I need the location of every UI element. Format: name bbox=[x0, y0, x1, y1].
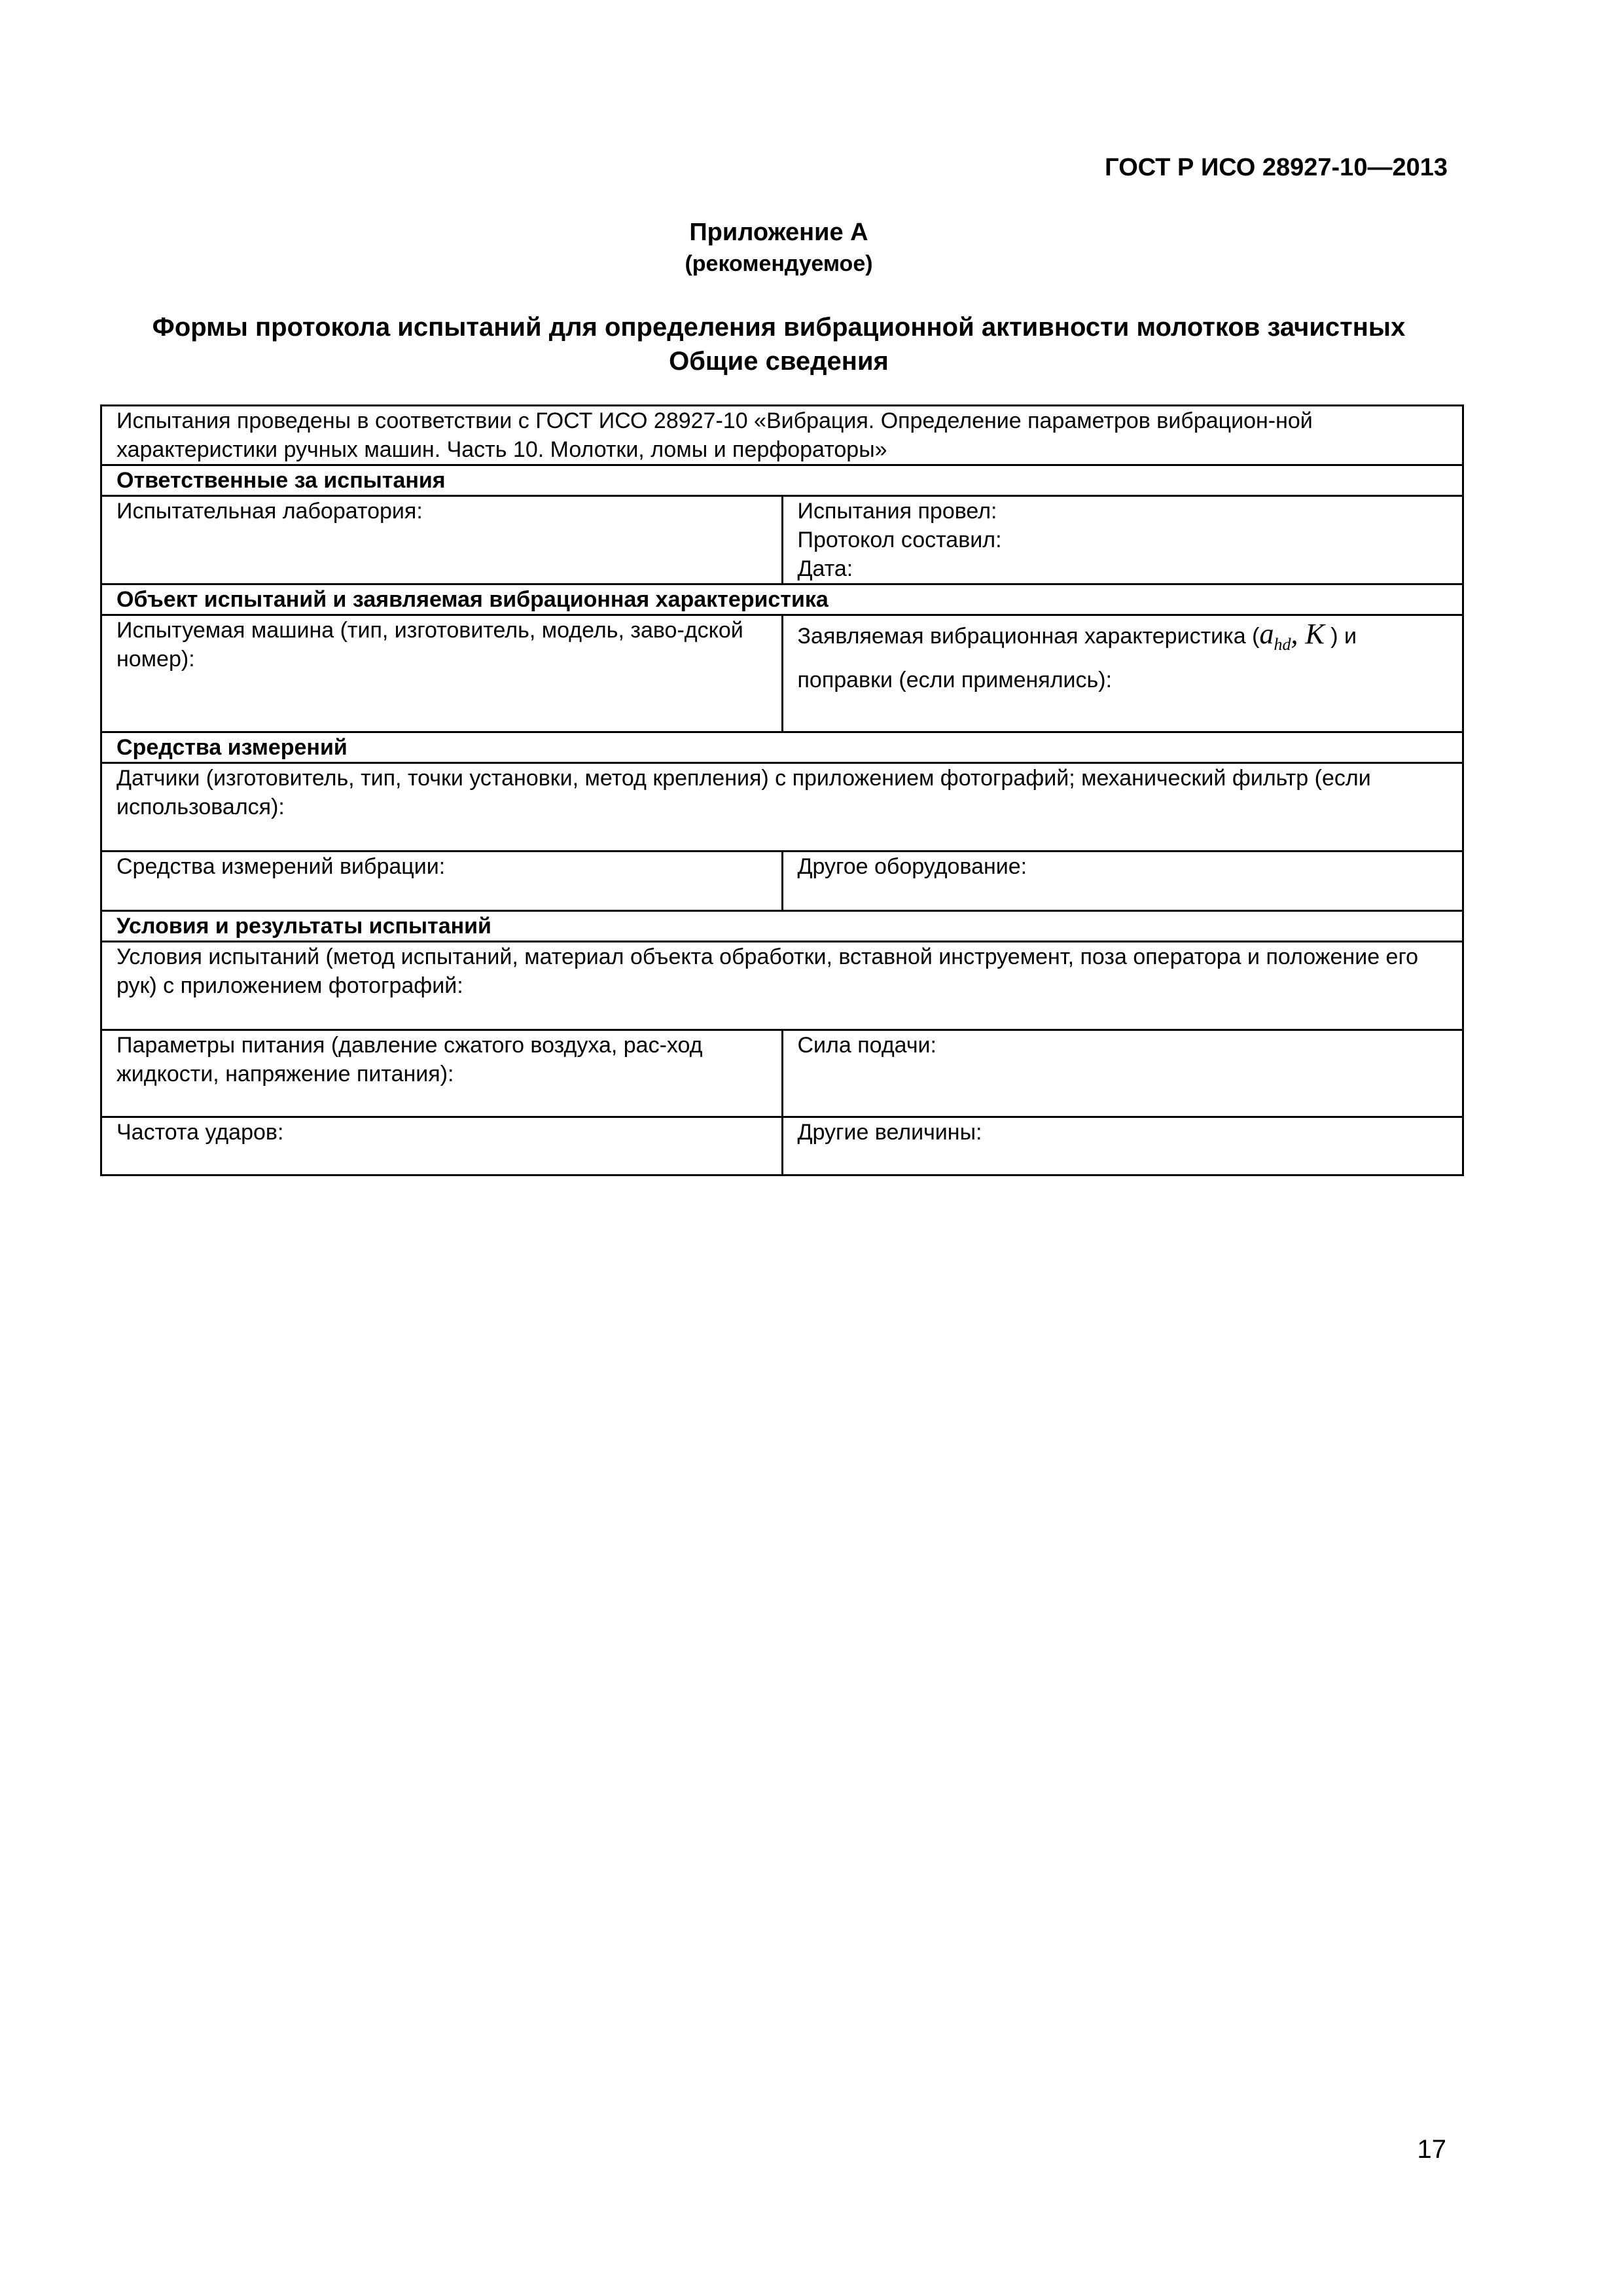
object-heading: Объект испытаний и заявляемая вибрационная характеристика bbox=[101, 584, 1463, 615]
form-subtitle: Общие сведения bbox=[669, 347, 889, 376]
symbol-a: a bbox=[1259, 618, 1274, 650]
symbol-sub: hd bbox=[1274, 634, 1291, 654]
protocol-form-table bbox=[100, 404, 1464, 1176]
form-title-main: Формы протокола испытаний для определения вибрационной активности молотков зачистных bbox=[152, 313, 1406, 342]
declared-line bbox=[798, 620, 1448, 659]
intro-cell: Испытания проведены в соответствии с ГОСТ ИСО 28927-10 «Вибрация. Определение параметров вибрацион-ной характеристики ручных машин. Часть 10. Молотки, ломы и перфораторы» bbox=[101, 406, 1463, 465]
date-label: Дата: bbox=[797, 556, 853, 581]
declared-formula: $a_{hd}$, K bbox=[1259, 618, 1325, 654]
lab-cell bbox=[101, 496, 783, 584]
declared-cell bbox=[782, 615, 1463, 732]
symbol-k: K bbox=[1305, 618, 1325, 650]
feed-force-cell: Сила подачи: bbox=[782, 1030, 1463, 1117]
test-conditions-cell: Условия испытаний (метод испытаний, материал объекта обработки, вставной инструемент, поза оператора и положение его рук) с приложением фотографий: bbox=[101, 942, 1463, 1030]
other-equipment-cell: Другое оборудование: bbox=[782, 852, 1463, 911]
responsible-people-cell bbox=[782, 496, 1463, 584]
other-values-cell: Другие величины: bbox=[782, 1117, 1463, 1175]
declared-suffix: ) и bbox=[1330, 624, 1357, 649]
impact-rate-cell: Частота ударов: bbox=[101, 1117, 783, 1175]
corrections-label: поправки (если применялись): bbox=[797, 667, 1113, 692]
declared-prefix: Заявляемая вибрационная характеристика ( bbox=[797, 624, 1260, 649]
sensors-cell: Датчики (изготовитель, тип, точки установки, метод крепления) с приложением фотографий; механический фильтр (если использовался): bbox=[101, 763, 1463, 852]
measurement-heading: Средства измерений bbox=[101, 732, 1463, 763]
conditions-heading: Условия и результаты испытаний bbox=[101, 911, 1463, 942]
form-title bbox=[65, 310, 1492, 378]
vibration-tools-cell: Средства измерений вибрации: bbox=[101, 852, 783, 911]
appendix-title: Приложение А bbox=[689, 219, 868, 246]
lab-label: Испытательная лаборатория: bbox=[116, 499, 423, 524]
page-number: 17 bbox=[1417, 2135, 1446, 2164]
power-params-cell: Параметры питания (давление сжатого воздуха, рас-ход жидкости, напряжение питания): bbox=[101, 1030, 783, 1117]
appendix-note: (рекомендуемое) bbox=[685, 251, 873, 276]
document-code: ГОСТ Р ИСО 28927-10—2013 bbox=[1105, 154, 1448, 181]
compiled-label: Протокол составил: bbox=[797, 528, 1002, 552]
machine-cell: Испытуемая машина (тип, изготовитель, модель, заво-дской номер): bbox=[101, 615, 783, 732]
conducted-label: Испытания провел: bbox=[797, 499, 997, 524]
responsible-heading: Ответственные за испытания bbox=[101, 465, 1463, 496]
